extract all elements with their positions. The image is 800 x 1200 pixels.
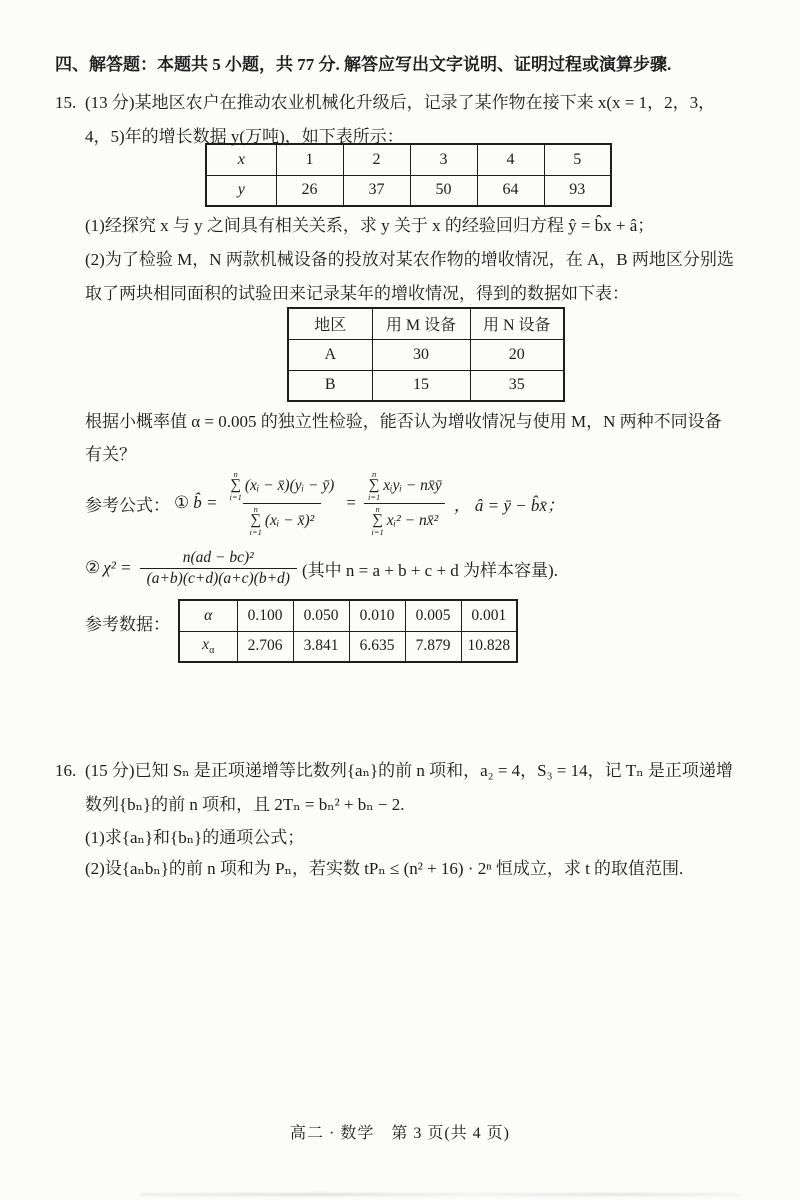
sigma-symbol: ∑ [368,477,380,493]
table-cell: 30 [372,339,470,370]
sigma-symbol: ∑ [372,512,383,528]
table-cell: 地区 [288,308,372,339]
sigma-symbol: ∑ [230,477,242,493]
q16-part2: (2)设{aₙbₙ}的前 n 项和为 Pₙ，若实数 tPₙ ≤ (n² + 16) · 2ⁿ 恒成立，求 t 的取值范围. [85,859,684,878]
denominator-expr: (a+b)(c+d)(a+c)(b+d) [140,568,297,589]
table-cell: 50 [410,175,477,206]
q15-intro-line2: 4，5)年的增长数据 y(万吨)，如下表所示： [85,127,404,146]
q16-intro-line2: 数列{bₙ}的前 n 项和，且 2Tₙ = bₙ² + bₙ − 2. [85,795,405,814]
critical-values-table [178,599,518,663]
page-footer: 高二 · 数学 第 3 页(共 4 页) [290,1125,510,1142]
reference-data-label: 参考数据： [85,615,170,634]
xy-data-table [205,143,612,207]
sigma-notation [229,470,241,502]
table-cell: 0.100 [237,600,293,631]
sigma-notation [250,505,262,537]
sigma-upper: n [253,503,258,514]
table-cell [179,631,237,662]
section-header: 四、解答题：本题共 5 小题，共 77 分. 解答应写出文字说明、证明过程或演算步骤. [55,55,672,74]
table-cell: 用 M 设备 [372,308,470,339]
sigma-upper: n [371,468,377,479]
table-cell: 37 [343,175,410,206]
table-cell: 0.001 [461,600,517,631]
scan-artifact [140,1193,740,1196]
table-cell: 7.879 [405,631,461,662]
sigma-notation [368,470,380,502]
equals-sign: = [346,493,356,512]
table-cell: 5 [544,144,611,175]
q16-part1: (1)求{aₙ}和{bₙ}的通项公式； [85,828,305,847]
table-cell: x [206,144,276,175]
table-cell: 0.010 [349,600,405,631]
sigma-lower: i=1 [367,492,381,502]
x-alpha-base: x [202,636,210,654]
numerator-expr: n(ad − bc)² [182,548,254,566]
table-cell: 2.706 [237,631,293,662]
table-cell: 6.635 [349,631,405,662]
table-cell: 20 [470,339,564,370]
region-device-table [287,307,565,402]
table-cell: 3 [410,144,477,175]
numerator-expr: xᵢyᵢ − nx̄ȳ [383,476,442,494]
denominator-expr: xᵢ² − nx̄² [386,511,439,529]
table-cell: 2 [343,144,410,175]
q15-intro-text1: (13 分)某地区农户在推动农业机械化升级后，记录了某作物在接下来 x(x = 1，2，3， [85,93,716,112]
table-cell: 15 [372,370,470,401]
reference-formula-line [85,463,564,543]
item1-mark: ① [174,493,190,512]
q15-part2-line2: 取了两块相同面积的试验田来记录某年的增收情况，得到的数据如下表： [85,284,629,303]
table-row [288,339,564,370]
table-cell: A [288,339,372,370]
table-row [206,175,611,206]
table-row [179,600,517,631]
table-cell: y [206,175,276,206]
table-cell: 0.005 [405,600,461,631]
sigma-lower: i=1 [249,527,262,537]
table-cell: 4 [477,144,544,175]
fraction-regression-1 [222,469,341,538]
fraction-regression-2 [361,469,449,538]
table-row [179,631,517,662]
table-cell: 93 [544,175,611,206]
sigma-lower: i=1 [229,492,242,502]
denominator-expr: (xᵢ − x̄)² [264,511,315,529]
table-cell: 35 [470,370,564,401]
sigma-lower: i=1 [371,527,384,537]
q16-intro-line1 [55,758,733,784]
table-cell: 用 N 设备 [470,308,564,339]
q15-number: 15. [55,93,77,112]
ahat-tail: ， â = ȳ − b̂x̄； [453,495,564,515]
numerator-expr: (xᵢ − x̄)(yᵢ − ȳ) [244,476,335,494]
formula-label: 参考公式： [85,495,170,515]
table-cell: 26 [276,175,343,206]
chi-square-formula-line [85,541,558,595]
table-row [288,308,564,339]
sigma-symbol: ∑ [250,512,262,528]
q15-intro-line1 [55,90,715,116]
table-row [206,144,611,175]
q15-part2-line1: (2)为了检验 M，N 两款机械设备的投放对某农作物的增收情况，在 A，B 两地区分别选 [85,250,734,269]
table-cell: 3.841 [293,631,349,662]
q16-intro-text1: (15 分)已知 Sₙ 是正项递增等比数列{aₙ}的前 n 项和，a₂ = 4，S₃ = 14，记 Tₙ 是正项递增 [85,761,733,780]
q16-number: 16. [55,761,77,780]
table-row [288,370,564,401]
sigma-upper: n [375,503,380,514]
sigma-notation [371,505,383,537]
bhat-lhs: b̂ = [193,493,218,512]
q15-alpha-line2: 有关？ [85,445,136,464]
table-cell: 10.828 [461,631,517,662]
fraction-chi-square [140,548,297,589]
sigma-upper: n [233,468,238,479]
item2-mark: ② [85,558,101,577]
table-cell: 64 [477,175,544,206]
chi-tail: (其中 n = a + b + c + d 为样本容量). [301,560,558,580]
q15-alpha-line1: 根据小概率值 α = 0.005 的独立性检验，能否认为增收情况与使用 M，N 两种不同设备 [85,412,722,431]
x-alpha-sub: α [209,645,215,657]
table-cell: α [179,600,237,631]
table-cell: B [288,370,372,401]
chi-lhs: χ² = [103,558,132,577]
table-cell: 1 [276,144,343,175]
table-cell: 0.050 [293,600,349,631]
q15-part1: (1)经探究 x 与 y 之间具有相关关系，求 y 关于 x 的经验回归方程 ŷ = b̂x + â； [85,216,655,235]
